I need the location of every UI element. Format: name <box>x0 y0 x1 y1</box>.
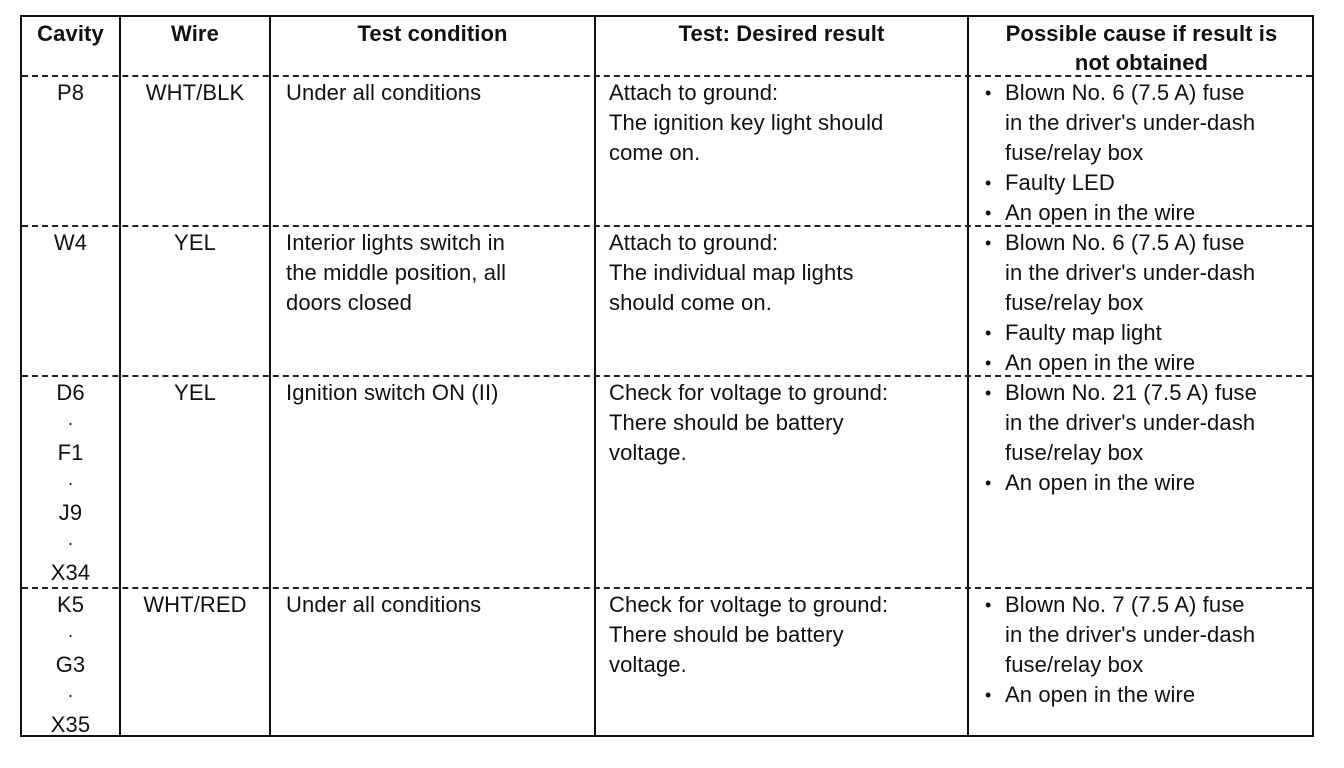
result-line: Attach to ground: <box>609 80 779 105</box>
condition-line: doors closed <box>286 290 412 315</box>
cause-item <box>983 348 1255 378</box>
row3-condition <box>286 378 499 408</box>
row1-causes <box>983 78 1255 228</box>
cause-line: fuse/relay box <box>1005 652 1144 677</box>
cause-item <box>983 468 1257 498</box>
cause-line: • Blown No. 21 (7.5 A) fuse <box>1005 380 1257 405</box>
row3-causes <box>983 378 1257 498</box>
wiring-test-table <box>20 15 1314 737</box>
row2-result <box>609 228 854 318</box>
cause-line: • An open in the wire <box>1005 682 1196 707</box>
result-line: voltage. <box>609 440 687 465</box>
row2-cavity <box>22 228 119 258</box>
cause-item <box>983 378 1257 468</box>
row2-condition <box>286 228 506 318</box>
row2-causes <box>983 228 1255 378</box>
result-line: Check for voltage to ground: <box>609 380 889 405</box>
row4-causes <box>983 590 1255 710</box>
cavity-id: K5 <box>56 592 85 617</box>
cavity-id: W4 <box>53 230 88 255</box>
result-line: should come on. <box>609 290 772 315</box>
cavity-id: F1 <box>57 440 84 465</box>
result-line: The ignition key light should <box>609 110 884 135</box>
row1-condition <box>286 78 481 108</box>
condition-line: Under all conditions <box>286 592 482 617</box>
separator-dot: · <box>67 473 74 493</box>
cavity-id: J9 <box>58 500 83 525</box>
cause-item <box>983 680 1255 710</box>
cavity-id: G3 <box>55 652 86 677</box>
separator-dot: · <box>67 685 74 705</box>
cause-line: • An open in the wire <box>1005 200 1196 225</box>
cavity-id: D6 <box>56 380 85 405</box>
row2-wire: YEL <box>174 230 216 255</box>
separator-dot: · <box>67 625 74 645</box>
condition-line: Under all conditions <box>286 80 482 105</box>
cause-line: in the driver's under-dash <box>1005 622 1256 647</box>
cause-line: in the driver's under-dash <box>1005 260 1256 285</box>
row4-cavity <box>22 590 119 740</box>
row1-cavity <box>22 78 119 108</box>
cause-item <box>983 168 1255 198</box>
separator-dot: · <box>67 533 74 553</box>
cause-line: • An open in the wire <box>1005 470 1196 495</box>
cause-line: • Faulty map light <box>1005 320 1162 345</box>
header-possible-cause-line2: not obtained <box>1074 50 1209 75</box>
header-possible-cause-line1: Possible cause if result is <box>1005 21 1278 46</box>
cause-line: in the driver's under-dash <box>1005 410 1256 435</box>
cause-line: • Blown No. 7 (7.5 A) fuse <box>1005 592 1245 617</box>
cause-line: • Blown No. 6 (7.5 A) fuse <box>1005 80 1245 105</box>
cause-line: fuse/relay box <box>1005 440 1144 465</box>
result-line: There should be battery <box>609 622 844 647</box>
header-test-condition: Test condition <box>357 21 508 46</box>
cause-line: fuse/relay box <box>1005 140 1144 165</box>
result-line: There should be battery <box>609 410 844 435</box>
cause-line: in the driver's under-dash <box>1005 110 1256 135</box>
header-possible-cause <box>969 19 1314 77</box>
condition-line: Interior lights switch in <box>286 230 505 255</box>
cause-item <box>983 228 1255 318</box>
cavity-id: X34 <box>50 560 91 585</box>
cavity-id: X35 <box>50 712 91 737</box>
header-desired-result: Test: Desired result <box>678 21 885 46</box>
cause-line: • Blown No. 6 (7.5 A) fuse <box>1005 230 1245 255</box>
result-line: Attach to ground: <box>609 230 779 255</box>
row3-cavity <box>22 378 119 588</box>
cause-line: • Faulty LED <box>1005 170 1115 195</box>
cause-item <box>983 198 1255 228</box>
row1-wire: WHT/BLK <box>145 80 245 105</box>
condition-line: the middle position, all <box>286 260 507 285</box>
cause-item <box>983 590 1255 680</box>
row3-wire: YEL <box>174 380 216 405</box>
row1-result <box>609 78 883 168</box>
row-divider <box>22 587 1312 589</box>
header-cavity: Cavity <box>37 21 104 46</box>
row4-result <box>609 590 888 680</box>
condition-line: Ignition switch ON (II) <box>286 380 499 405</box>
cause-line: • An open in the wire <box>1005 350 1196 375</box>
result-line: Check for voltage to ground: <box>609 592 889 617</box>
cavity-id: P8 <box>56 80 85 105</box>
separator-dot: · <box>67 413 74 433</box>
row3-result <box>609 378 888 468</box>
header-wire: Wire <box>171 21 219 46</box>
result-line: The individual map lights <box>609 260 854 285</box>
result-line: come on. <box>609 140 701 165</box>
row4-wire: WHT/RED <box>143 592 247 617</box>
result-line: voltage. <box>609 652 687 677</box>
cause-item <box>983 78 1255 168</box>
row4-condition <box>286 590 481 620</box>
cause-line: fuse/relay box <box>1005 290 1144 315</box>
cause-item <box>983 318 1255 348</box>
